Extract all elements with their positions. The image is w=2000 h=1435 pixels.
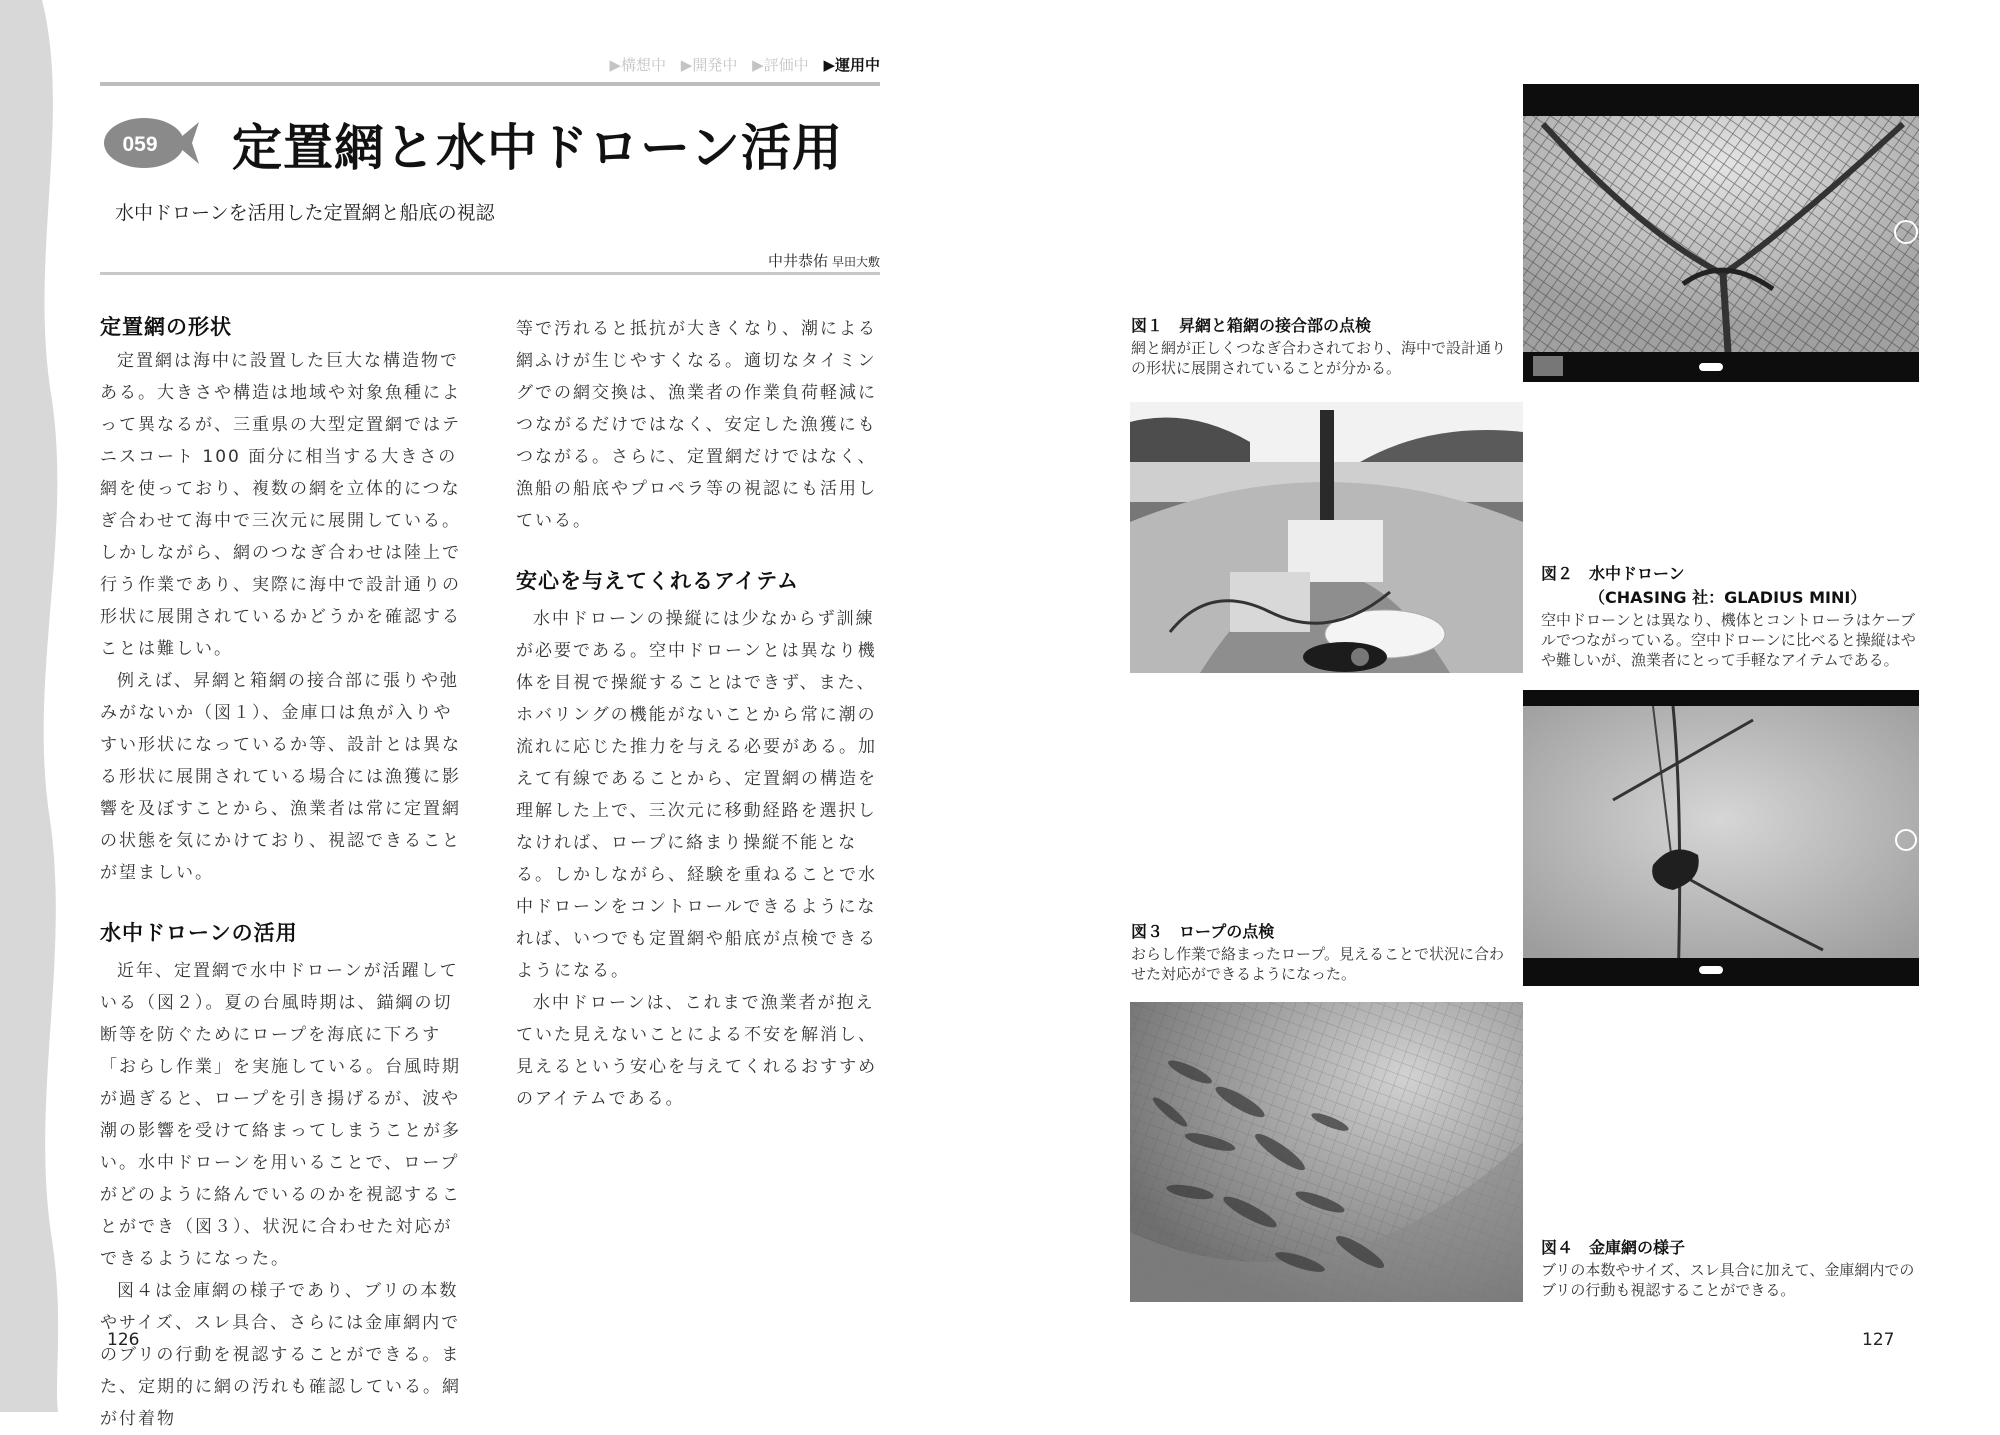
page-edge-wave (0, 0, 70, 1412)
figure-4-image (1130, 1002, 1523, 1302)
section-heading: 水中ドローンの活用 (100, 921, 298, 945)
figure-2-title-model: （CHASING 社：GLADIUS MINI） (1589, 588, 1867, 607)
figure-4-caption (1541, 1236, 1923, 1300)
figure-3-caption (1131, 920, 1513, 984)
body-paragraph: 水中ドローンは、これまで漁業者が抱えていた見えないことによる不安を解消し、見えるという安心を与えてくれるおすすめのアイテムである。 (516, 993, 878, 1109)
page-number-right: 127 (1862, 1330, 1895, 1350)
section-heading: 安心を与えてくれるアイテム (516, 569, 800, 593)
figure-2-description: 空中ドローンとは異なり、機体とコントローラはケーブルでつながっている。空中ドローンに比べると操縦はやや難しいが、漁業者にとって手軽なアイテムである。 (1541, 611, 1916, 669)
net-junction-photo (1523, 84, 1919, 382)
author-line (680, 250, 880, 271)
body-paragraph: 図４は金庫網の様子であり、ブリの本数やサイズ、スレ具合、さらには金庫網内でのブリの行動を視認することができる。また、定期的に網の汚れも確認している。網が付着物 (100, 1281, 461, 1429)
figure-4-title: 図４ 金庫網の様子 (1541, 1238, 1686, 1257)
figure-2-caption (1541, 562, 1923, 670)
header-rule (100, 82, 880, 86)
tangled-rope-photo (1523, 690, 1919, 986)
figure-2-title: 図２ 水中ドローン (1541, 564, 1685, 583)
status-step-concept: ▶構想中 (609, 56, 667, 74)
figure-4-description: ブリの本数やサイズ、スレ具合に加えて、金庫網内でのブリの行動も視認することができる。 (1541, 1261, 1915, 1299)
figure-3-image (1523, 690, 1919, 986)
figure-1-title: 図１ 昇網と箱網の接合部の点検 (1131, 316, 1372, 335)
figure-3-title: 図３ ロープの点検 (1131, 922, 1275, 941)
fish-school-photo (1130, 1002, 1523, 1302)
figure-3-description: おらし作業で絡まったロープ。見えることで状況に合わせた対応ができるようになった。 (1131, 945, 1505, 983)
body-paragraph: 例えば、昇網と箱網の接合部に張りや弛みがないか（図１）、金庫口は魚が入りやすい形状になっているか等、設計とは異なる形状に展開されている場合には漁獲に影響を及ぼすことから、漁業者は常に定置網の状態を気にかけており、視認できることが望ましい。 (100, 671, 461, 883)
section-heading: 定置網の形状 (100, 315, 232, 339)
figure-1-description: 網と網が正しくつなぎ合わされており、海中で設計通りの形状に展開されていることが分かる。 (1131, 339, 1507, 377)
article-number: 059 (122, 133, 158, 156)
status-step-evaluation: ▶評価中 (752, 56, 809, 74)
body-paragraph: 等で汚れると抵抗が大きくなり、潮による網ふけが生じやすくなる。適切なタイミングでの網交換は、漁業者の作業負荷軽減につながるだけではなく、安定した漁獲にもつながる。さらに、定置網だけではなく、漁船の船底やプロペラ等の視認にも活用している。 (516, 319, 877, 531)
status-step-operation: ▶運用中 (823, 56, 880, 74)
figure-1-image (1523, 84, 1919, 382)
author-affiliation: 早田大敷 (831, 255, 880, 269)
body-paragraph: 近年、定置網で水中ドローンが活躍している（図２）。夏の台風時期は、錨綱の切断等を防ぐためにロープを海底に下ろす「おらし作業」を実施している。台風時期が過ぎると、ロープを引き揚げるが、波や潮の影響を受けて絡まってしまうことが多い。水中ドローンを用いることで、ロープがどのように絡んでいるのかを視認することができ（図３）、状況に合わせた対応ができるようになった。 (100, 961, 461, 1269)
header-bottom-rule (100, 272, 880, 275)
body-paragraph: 水中ドローンの操縦には少なからず訓練が必要である。空中ドローンとは異なり機体を目視で操縦することはできず、また、ホバリングの機能がないことから常に潮の流れに応じた推力を与える必要がある。加えて有線であることから、定置網の構造を理解した上で、三次元に移動経路を選択しなければ、ロープに絡まり操縦不能となる。しかしながら、経験を重ねることで水中ドローンをコントロールできるようになれば、いつでも定置網や船底が点検できるようになる。 (516, 609, 877, 981)
article-subtitle: 水中ドローンを活用した定置網と船底の視認 (115, 202, 495, 224)
author-name: 中井恭佑 (767, 252, 828, 270)
figure-2-image (1130, 402, 1523, 673)
body-column-2 (516, 313, 880, 1115)
body-paragraph: 定置網は海中に設置した巨大な構造物である。大きさや構造は地域や対象魚種によって異なるが、三重県の大型定置網ではテニスコート 100 面分に相当する大きさの網を使っており、複数の網を立体的につなぎ合わせて海中で三次元に展開している。しかしながら、網のつなぎ合わせは陸上で行う作業であり、実際に海中で設計通りの形状に展開されているかどうかを確認することは難しい。 (100, 351, 461, 659)
status-steps (590, 54, 880, 75)
figure-1-caption (1131, 314, 1513, 378)
status-step-development: ▶開発中 (680, 56, 738, 74)
page-number-left: 126 (107, 1330, 140, 1350)
body-column-1 (100, 309, 462, 1435)
article-title: 定置網と水中ドローン活用 (232, 119, 843, 177)
boat-drone-photo (1130, 402, 1523, 673)
article-number-fish-badge (100, 113, 200, 173)
